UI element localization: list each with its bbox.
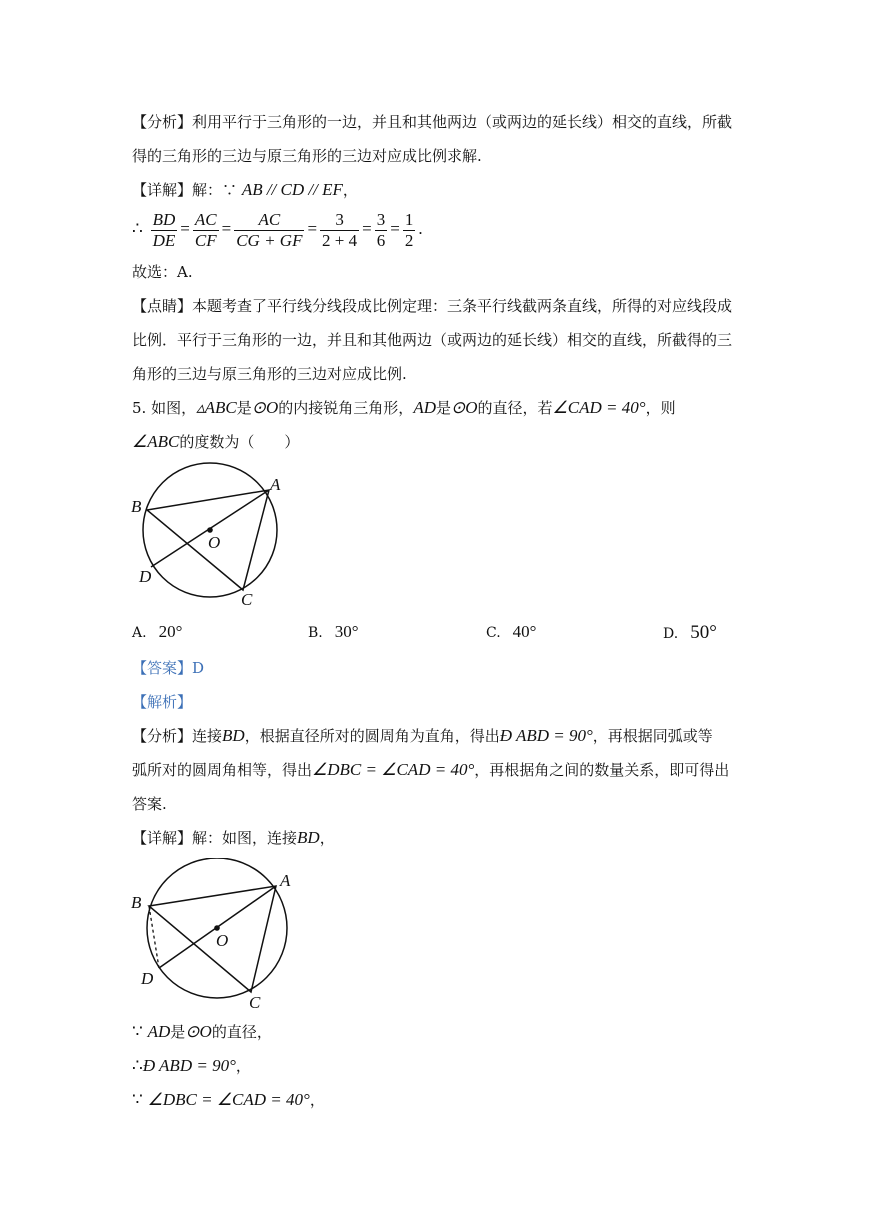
label-c: C [241, 590, 253, 609]
comment-line-2: 比例．平行于三角形的一边，并且和其他两边（或两边的延长线）相交的直线，所截得的三 [132, 331, 733, 349]
fraction-ac-cf: $\frac{AC}{CF}$ [194, 209, 217, 250]
step-3: ∵ ∠DBC = ∠CAD = 40°， [132, 1090, 325, 1109]
label-b: B [131, 497, 142, 516]
question-line-2: ∠ABC的度数为（ ） [132, 432, 300, 451]
q5-analysis-line-3: 答案. [132, 795, 167, 813]
step-1: ∵ AD是⊙O的直径， [132, 1022, 272, 1041]
answer-tag: 【答案】 [132, 659, 193, 677]
label-a: A [270, 475, 281, 494]
q5-analysis-line-1: 【分析】连接BD，根据直径所对的圆周角为直角，得出Ð ABD = 90°，再根据同弧或等 [132, 726, 713, 745]
label-o: O [208, 533, 221, 552]
label-d-2: D [141, 969, 154, 988]
label-d: D [139, 567, 152, 586]
detail-line: 【详解】解：∵ AB // CD // EF， [132, 180, 358, 199]
q5-analysis-line-2: 弧所对的圆周角相等，得出∠DBC = ∠CAD = 40°，再根据角之间的数量关系，即可得出 [132, 760, 730, 779]
fraction-ac-cg-gf: $\frac{AC}{CG + GF}$ [236, 209, 303, 250]
explain-tag: 【解析】 [132, 693, 193, 711]
option-b[interactable]: B. 30° [308, 622, 359, 641]
analysis-line-2: 得的三角形的三边与原三角形的三边对应成比例求解. [132, 147, 482, 165]
comment-tag: 【点睛】 [132, 297, 193, 315]
fraction-1-2: $\frac{1}{2}$ [404, 209, 414, 250]
comment-line-3: 角形的三边与原三角形的三边对应成比例. [132, 365, 407, 383]
comment-line-1: 【点睛】本题考查了平行线分线段成比例定理：三条平行线截两条直线，所得的对应线段成 [132, 297, 733, 315]
answer-line [132, 658, 204, 678]
analysis-line-1: 【分析】利用平行于三角形的一边，并且和其他两边（或两边的延长线）相交的直线，所截 [132, 113, 733, 131]
fraction-bd-de: $\frac{BD}{DE}$ [152, 209, 176, 250]
q5-detail-line: 【详解】解：如图，连接BD， [132, 828, 335, 847]
detail-tag: 【详解】 [132, 181, 193, 199]
parallel-expression: AB // CD // EF [241, 180, 343, 199]
option-d[interactable]: D. 50° [663, 622, 717, 643]
circle-figure-question [125, 462, 295, 612]
circle-figure-solution [125, 858, 305, 1016]
option-c[interactable]: C. 40° [486, 622, 537, 641]
fraction-3-6b: $\frac{3}{6}$ [376, 209, 386, 250]
label-a-2: A [280, 871, 291, 890]
step-2: ∴Ð ABD = 90°， [132, 1056, 251, 1075]
analysis-tag: 【分析】 [132, 113, 193, 131]
label-c-2: C [249, 993, 261, 1012]
option-a[interactable]: A. 20° [132, 622, 183, 641]
fraction-equation: ∴ $\frac{BD}{DE}$ = $\frac{AC}{CF}$ = $\frac{AC}{CG + GF}$ = $\frac{3}{2 + 4}$ = $\frac{3}{6}$ = $\frac{1}{2}$ . [132, 209, 423, 250]
question-number: 5. [132, 399, 147, 417]
question-line-1: 5. 如图，▵ABC是⊙O的内接锐角三角形，AD是⊙O的直径，若∠CAD = 40°，则 [132, 398, 676, 417]
answer-value: D [192, 659, 205, 677]
label-b-2: B [131, 893, 142, 912]
fraction-3-6: $\frac{3}{2 + 4}$ [322, 209, 358, 250]
label-o-2: O [216, 931, 229, 950]
choice-line: 故选：A. [132, 263, 193, 281]
